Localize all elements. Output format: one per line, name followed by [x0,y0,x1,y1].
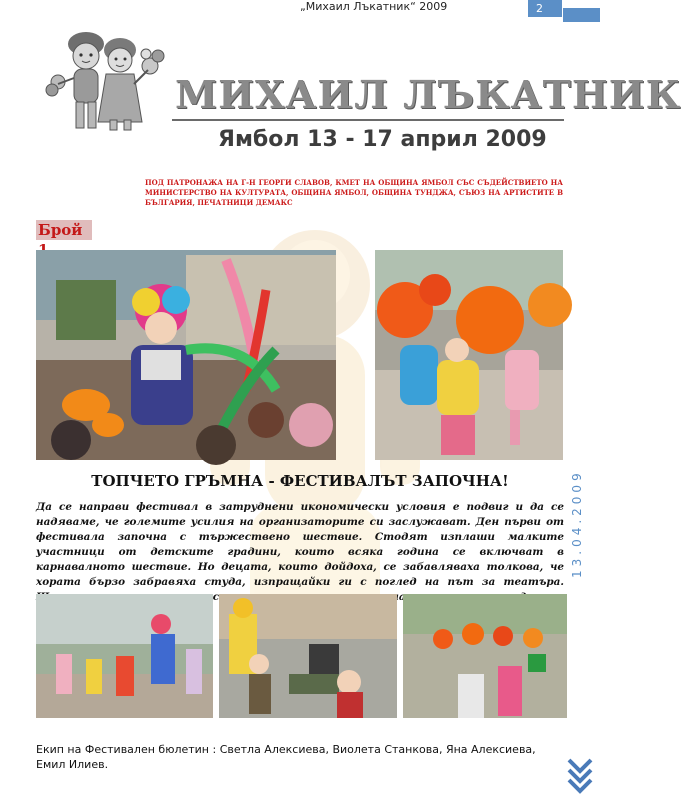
photo-street-performer [219,594,397,718]
photo-clown-balloons [36,250,336,460]
festival-dates: Ямбол 13 - 17 април 2009 [218,127,547,152]
editorial-credits: Екип на Фестивален бюлетин : Светла Алексиева, Виолета Станкова, Яна Алексиева, Емил Илиев. [36,743,536,771]
photo-majorettes [403,594,567,718]
title-rule [172,119,564,121]
article-headline: ТОПЧЕТО ГРЪМНА - ФЕСТИВАЛЪТ ЗАПОЧНА! [91,472,509,490]
article-body: Да се направи фестивал в затруднени икономически условия е подвиг и да се надяваме, че големите усилия на организаторите си заслужават. Ден първи от фестивала започна с тържествено шествие. Стодят изплаши малките участници от детските градини, които всяка година се включват в карнавалното шествие. Но децата, които дойдоха, се забавляваха толкова, че хората бързо забравяха студа, изпращайки ги с поглед на път за театъра. [36,501,564,588]
photo-children-pompoms [375,250,563,460]
patronage-notice: ПОД ПАТРОНАЖА НА Г-Н ГЕОРГИ СЛАВОВ, КМЕТ НА ОБЩИНА ЯМБОЛ СЪС СЪДЕЙСТВИЕТО НА МИНИСТЕРСТВО НА КУЛТУРАТА, ОБЩИНА ЯМБОЛ, ОБЩИНА ТУНДЖА, СЪЮЗ НА АРТИСТИТЕ В БЪЛГАРИЯ, ПЕЧАТНИЦИ ДЕМАКС [145,178,563,207]
issue-date-vertical: 13.04.2009 [570,469,584,578]
header-accent-bar [563,8,600,22]
double-chevron-down-icon [566,756,594,794]
issue-label: Брой [36,220,92,240]
page-number-tab: 2 [528,0,562,17]
mascot-dolls-logo [38,26,168,134]
photo-parade-kids [36,594,213,718]
festival-title: МИХАИЛ ЛЪКАТНИК [175,72,681,117]
running-title: „Михаил Лъкатник“ 2009 [300,0,448,13]
